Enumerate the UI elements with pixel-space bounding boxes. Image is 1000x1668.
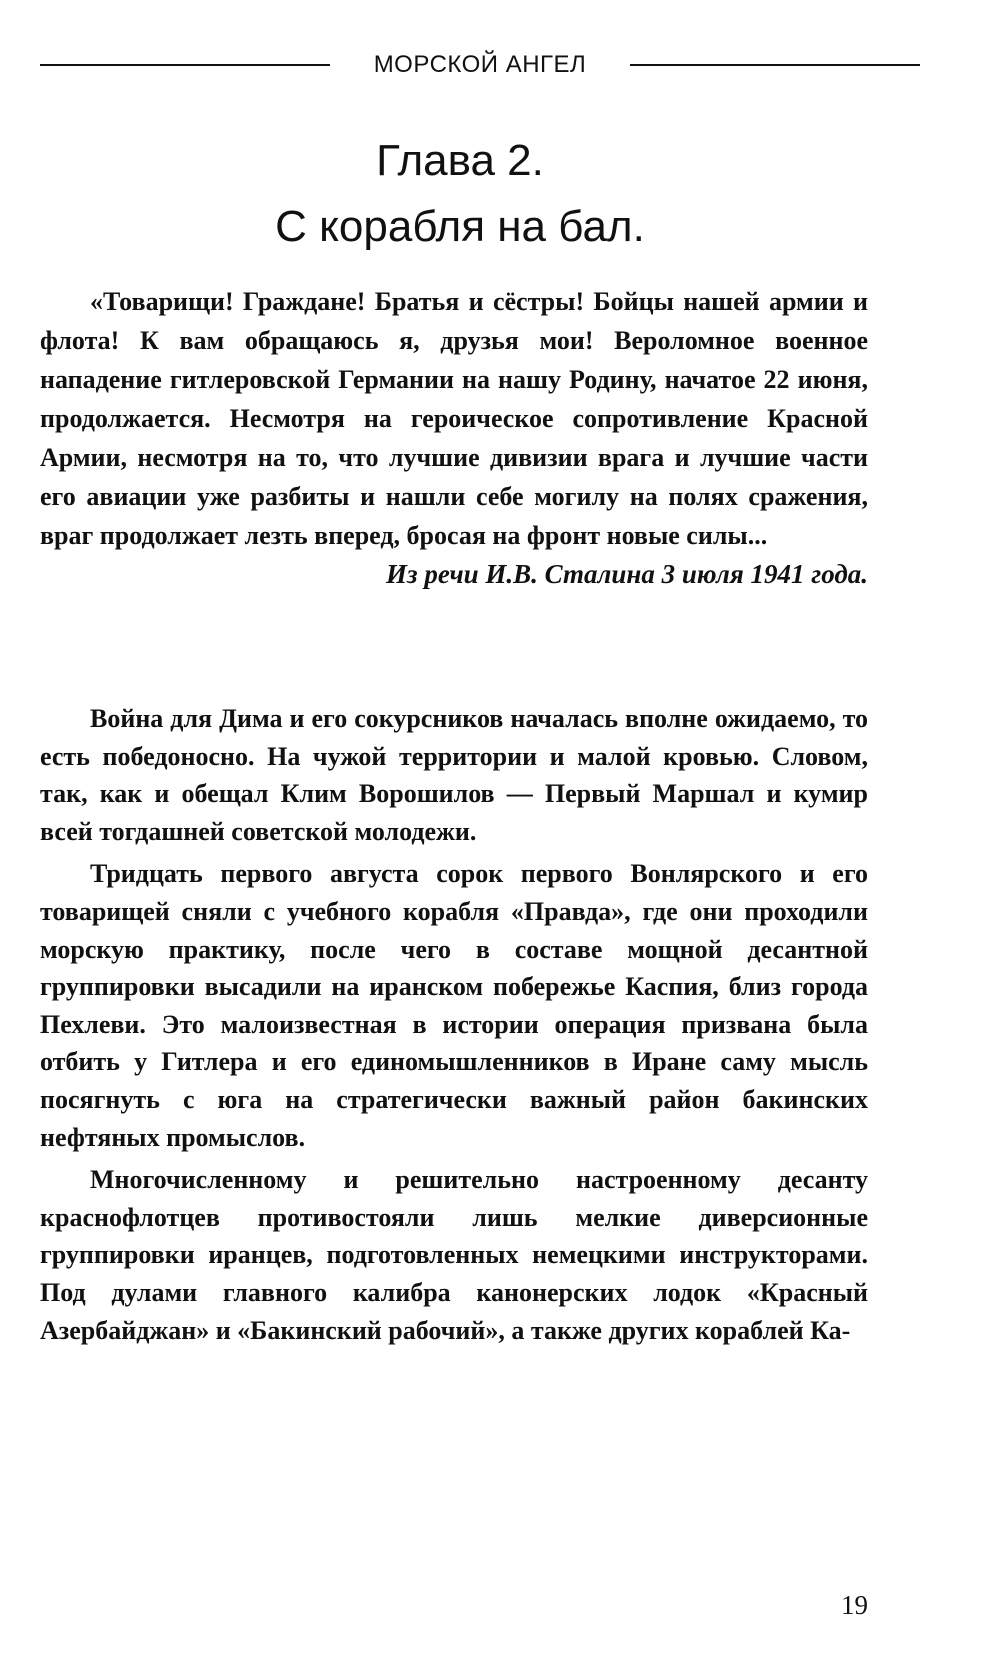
- epigraph: [40, 282, 868, 594]
- epigraph-source: Из речи И.В. Сталина 3 июля 1941 года.: [386, 559, 868, 589]
- epigraph-text: «Товарищи! Граждане! Братья и сёстры! Бойцы нашей армии и флота! К вам обращаюсь я, друзья мои! Вероломное военное нападение гитлеровской Германии на нашу Родину, начатое 22 июня, продолжается. Несмотря на героическое сопротивление Красной Армии, несмотря на то, что лучшие дивизии врага и лучшие части его авиации уже разбиты и нашли себе могилу на полях сражения, враг продолжает лезть вперед, бросая на фронт новые силы...: [40, 287, 868, 550]
- header-rule-left: [40, 64, 330, 66]
- running-header: [40, 48, 920, 82]
- header-rule-right: [630, 64, 920, 66]
- chapter-number: Глава 2.: [376, 136, 544, 185]
- paragraph: Война для Дима и его сокурсников началась вполне ожидаемо, то есть победоносно. На чужой территории и малой кровью. Словом, так, как и обещал Клим Ворошилов — Первый Маршал и кумир всей тогдашней советской молодежи.: [40, 704, 868, 846]
- page-number: 19: [841, 1590, 868, 1620]
- chapter-title: С корабля на бал.: [275, 202, 645, 251]
- paragraph: Многочисленному и решительно настроенному десанту краснофлотцев противостояли лишь мелкие диверсионные группировки иранцев, подготовленных немецкими инструкторами. Под дулами главного калибра канонерских лодок «Красный Азербайджан» и «Бакинский рабочий», а также других кораблей Ка-: [40, 1165, 868, 1345]
- chapter-heading: [0, 128, 920, 260]
- running-title: МОРСКОЙ АНГЕЛ: [373, 51, 587, 78]
- paragraph: Тридцать первого августа сорок первого Вонлярского и его товарищей сняли с учебного корабля «Правда», где они проходили морскую практику, после чего в составе мощной десантной группировки высадили на иранском побережье Каспия, близ города Пехлеви. Это малоизвестная в истории операция призвана была отбить у Гитлера и его единомышленников в Иране саму мысль посягнуть с юга на стратегически важный район бакинских нефтяных промыслов.: [40, 859, 868, 1152]
- body-text: [40, 700, 868, 1354]
